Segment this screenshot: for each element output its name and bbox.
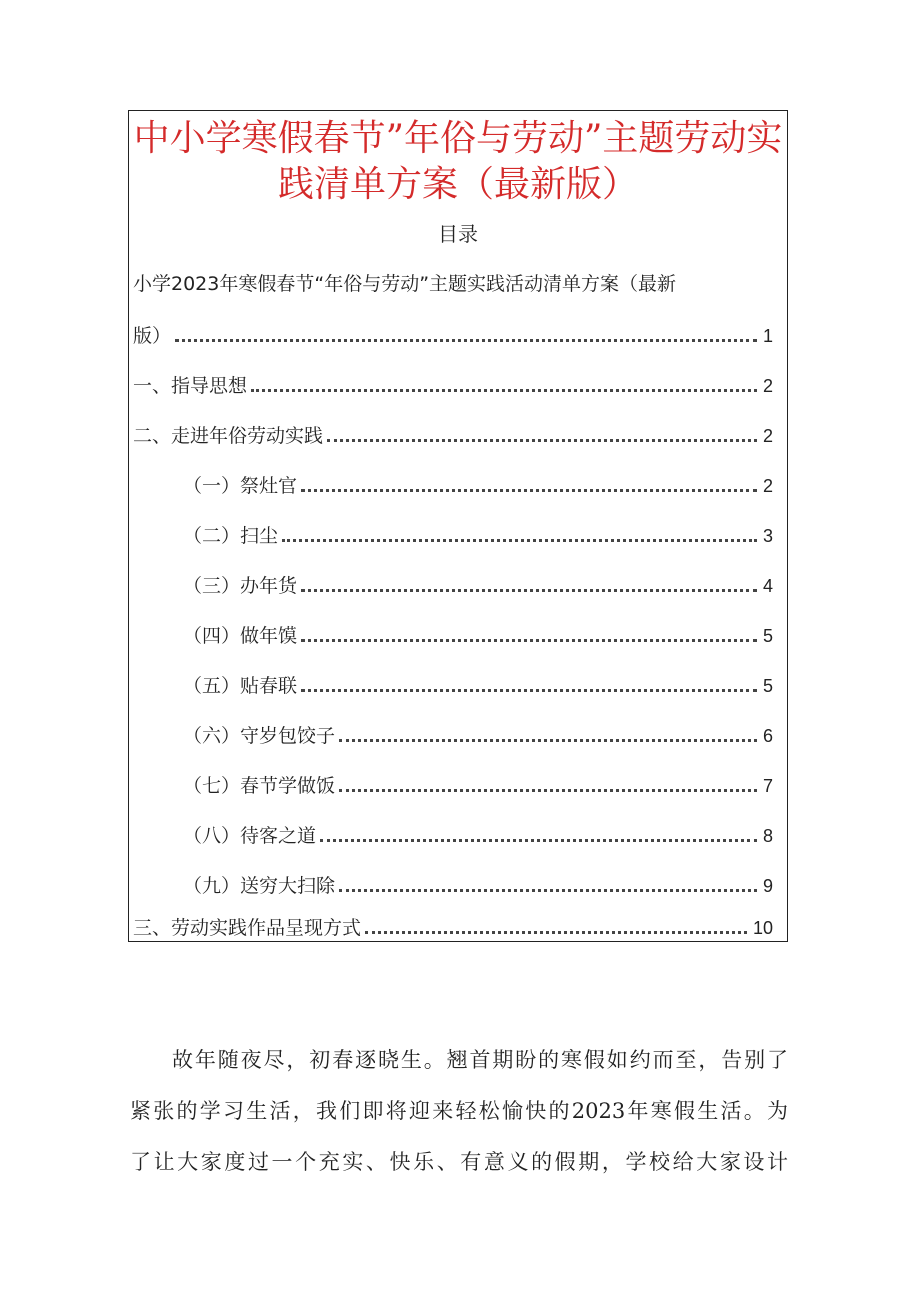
toc-entry[interactable] (183, 769, 773, 799)
toc-leader-dots (365, 931, 747, 934)
toc-leader-dots (327, 439, 757, 442)
toc-entry-label: （七）春节学做饭 (183, 775, 336, 797)
body-paragraph-line: 故年随夜尽，初春逐晓生。翘首期盼的寒假如约而至，告别了 (172, 1048, 788, 1072)
toc-entry-label: （八）待客之道 (183, 825, 317, 847)
toc-leader-dots (301, 489, 757, 492)
toc-entry-label: 版） (133, 325, 172, 347)
toc-entry-page: 6 (762, 726, 773, 746)
toc-entry-page: 7 (762, 776, 773, 796)
toc-entry-label: （六）守岁包饺子 (183, 725, 336, 747)
toc-entry-page: 1 (762, 326, 773, 346)
document-title-line-1: 中小学寒假春节”年俗与劳动”主题劳动实 (133, 118, 783, 159)
toc-entry[interactable] (133, 419, 773, 449)
toc-leader-dots (339, 889, 757, 892)
toc-entry-label: （一）祭灶官 (183, 475, 298, 497)
toc-entry-page: 10 (752, 918, 773, 938)
toc-entry-page: 5 (762, 626, 773, 646)
toc-entry[interactable] (183, 569, 773, 599)
toc-entry[interactable] (183, 869, 773, 899)
toc-leader-dots (301, 639, 757, 642)
toc-entry-label: （二）扫尘 (183, 525, 279, 547)
toc-leader-dots (175, 339, 757, 342)
toc-entry-page: 3 (762, 526, 773, 546)
toc-entry-label: 三、劳动实践作品呈现方式 (133, 917, 362, 939)
toc-entry-page: 5 (762, 676, 773, 696)
toc-entry[interactable] (183, 619, 773, 649)
toc-heading: 目录 (438, 222, 478, 246)
toc-entry[interactable] (183, 519, 773, 549)
toc-leader-dots (251, 389, 757, 392)
toc-leader-dots (339, 789, 757, 792)
toc-box (128, 110, 788, 942)
toc-entry-label: （四）做年馍 (183, 625, 298, 647)
toc-entry-page: 2 (762, 476, 773, 496)
toc-leader-dots (282, 539, 757, 542)
toc-entry-page: 2 (762, 426, 773, 446)
toc-intro-line: 小学2023年寒假春节“年俗与劳动”主题实践活动清单方案（最新 (133, 273, 677, 295)
toc-entry[interactable] (133, 369, 773, 399)
toc-entry-label: 一、指导思想 (133, 375, 248, 397)
document-title-line-2: 践清单方案（最新版） (277, 164, 638, 205)
toc-entry[interactable] (133, 911, 773, 941)
toc-entry-label: （九）送穷大扫除 (183, 875, 336, 897)
toc-entry-label: （五）贴春联 (183, 675, 298, 697)
toc-entry[interactable] (183, 469, 773, 499)
toc-leader-dots (301, 589, 757, 592)
body-paragraph-line: 了让大家度过一个充实、快乐、有意义的假期，学校给大家设计 (130, 1150, 788, 1174)
toc-entry-page: 2 (762, 376, 773, 396)
body-paragraph-line: 紧张的学习生活，我们即将迎来轻松愉快的2023年寒假生活。为 (130, 1099, 788, 1123)
toc-leader-dots (339, 739, 757, 742)
toc-entry[interactable] (183, 819, 773, 849)
toc-entry[interactable] (183, 719, 773, 749)
toc-entry-label: （三）办年货 (183, 575, 298, 597)
toc-entry[interactable] (133, 319, 773, 349)
toc-entry-page: 9 (762, 876, 773, 896)
toc-entry-page: 8 (762, 826, 773, 846)
toc-entry[interactable] (183, 669, 773, 699)
toc-leader-dots (320, 839, 757, 842)
toc-leader-dots (301, 689, 757, 692)
toc-entry-page: 4 (762, 576, 773, 596)
toc-entry-label: 二、走进年俗劳动实践 (133, 425, 324, 447)
